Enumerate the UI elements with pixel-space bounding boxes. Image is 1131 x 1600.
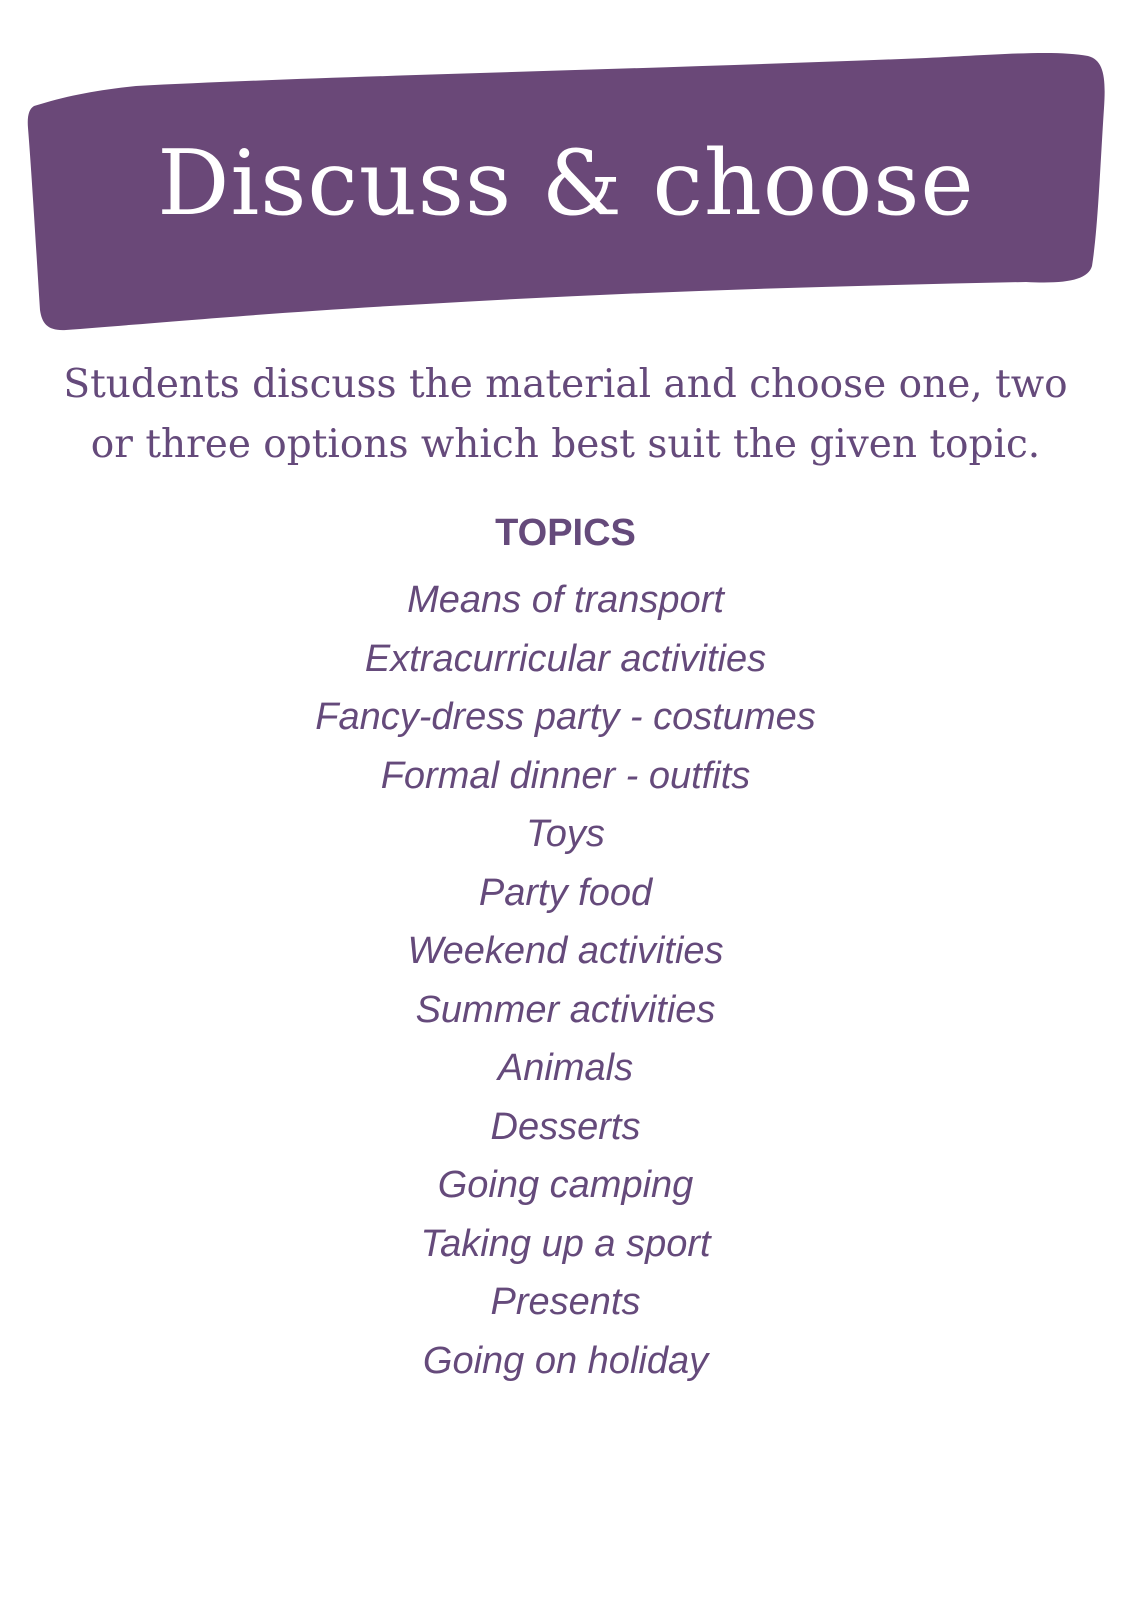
topic-item: Fancy-dress party - costumes: [315, 696, 816, 738]
title-banner: [26, 48, 1106, 336]
topic-item: Going on holiday: [422, 1339, 709, 1382]
topic-item: Desserts: [490, 1105, 641, 1148]
topic-list: [0, 571, 1131, 1390]
instructions-text: Students discuss the material and choose one, two or three options which best suit the given topic.: [63, 362, 1068, 467]
topic-item: Presents: [490, 1281, 641, 1323]
topic-item: Toys: [526, 813, 605, 855]
topic-item: Taking up a sport: [420, 1222, 711, 1265]
topics-section: [0, 513, 1131, 1390]
page-title: Discuss & choose: [157, 130, 975, 236]
topic-item: Animals: [497, 1047, 634, 1089]
topic-item: Weekend activities: [407, 930, 724, 972]
topic-item: Going camping: [437, 1164, 694, 1206]
topic-item: Formal dinner - outfits: [380, 754, 751, 797]
topics-heading: TOPICS: [495, 512, 636, 554]
topic-item: Summer activities: [415, 988, 716, 1031]
topic-item: Party food: [478, 871, 653, 914]
topic-item: Means of transport: [407, 579, 724, 621]
topic-item: Extracurricular activities: [364, 637, 767, 680]
